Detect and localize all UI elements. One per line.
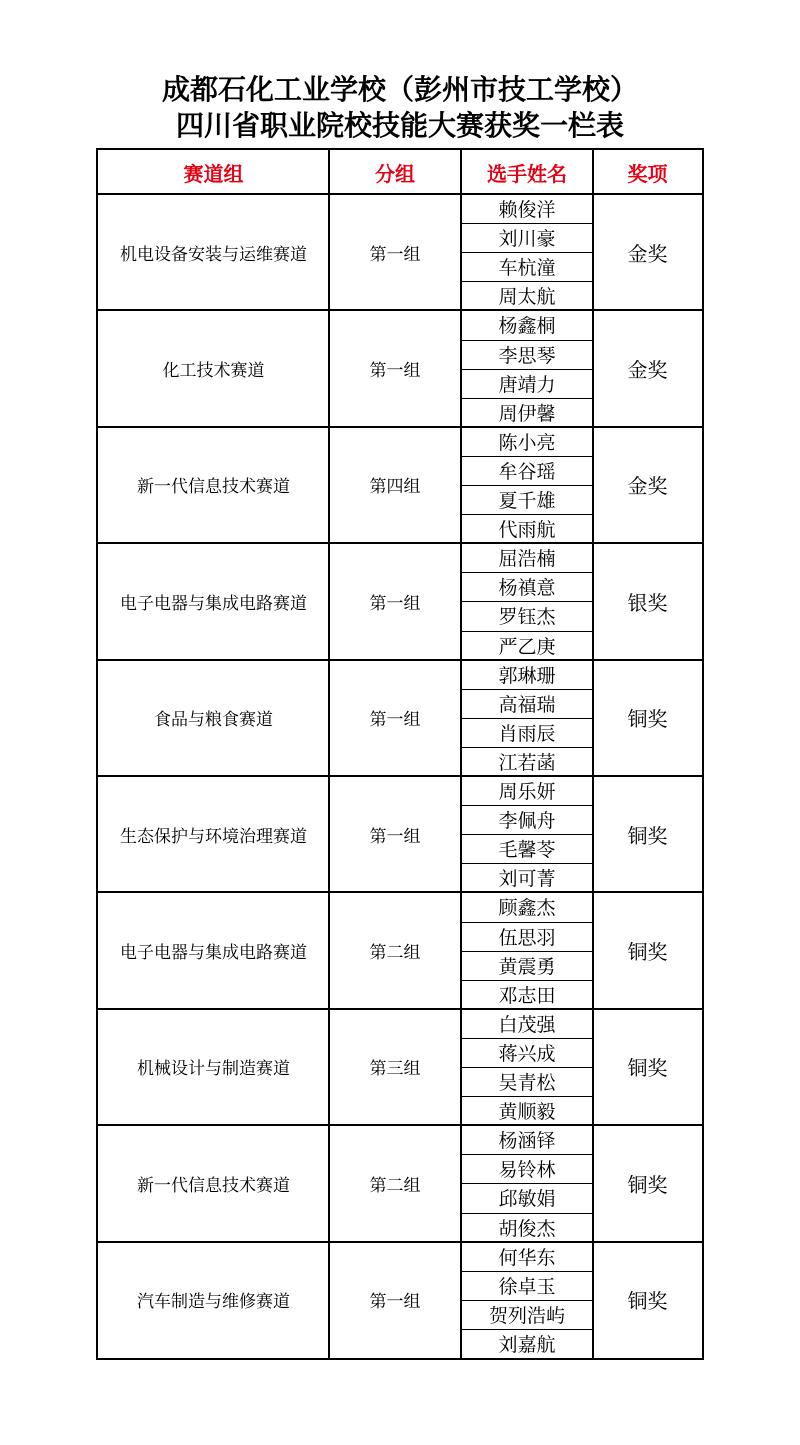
award-cell: 铜奖	[627, 940, 668, 965]
player-name-cell: 周太航	[498, 286, 556, 309]
award-cell: 铜奖	[627, 1289, 668, 1314]
name-divider	[461, 1329, 593, 1330]
name-divider	[461, 1183, 593, 1184]
award-cell: 银奖	[627, 590, 668, 615]
name-divider	[461, 485, 593, 486]
player-name-cell: 吴青松	[498, 1072, 556, 1095]
player-name-cell: 邱敏娟	[498, 1188, 556, 1211]
name-divider	[461, 223, 593, 224]
player-name-cell: 李思琴	[498, 344, 556, 367]
name-divider	[461, 514, 593, 515]
group-cell: 第一组	[369, 361, 421, 382]
group-cell: 第一组	[369, 593, 421, 614]
name-divider	[461, 369, 593, 370]
group-cell: 第四组	[369, 477, 421, 498]
player-name-cell: 邓志田	[498, 984, 556, 1007]
track-cell: 机电设备安装与运维赛道	[120, 244, 307, 265]
player-name-cell: 郭琳珊	[498, 664, 556, 687]
group-cell: 第二组	[369, 1175, 421, 1196]
header-track: 赛道组	[183, 161, 244, 186]
award-cell: 金奖	[627, 358, 668, 383]
player-name-cell: 高福瑞	[498, 693, 556, 716]
name-divider	[461, 1300, 593, 1301]
award-cell: 铜奖	[627, 823, 668, 848]
award-cell: 金奖	[627, 474, 668, 499]
award-cell: 铜奖	[627, 707, 668, 732]
name-divider	[461, 980, 593, 981]
track-cell: 电子电器与集成电路赛道	[120, 593, 307, 614]
name-divider	[461, 631, 593, 632]
name-divider	[461, 1154, 593, 1155]
player-name-cell: 江若菡	[498, 751, 556, 774]
column-divider	[460, 150, 462, 1358]
award-cell: 金奖	[627, 241, 668, 266]
player-name-cell: 胡俊杰	[498, 1217, 556, 1240]
player-name-cell: 刘可菁	[498, 868, 556, 891]
player-name-cell: 夏千雄	[498, 490, 556, 513]
name-divider	[461, 689, 593, 690]
name-divider	[461, 747, 593, 748]
player-name-cell: 赖俊洋	[498, 199, 556, 222]
name-divider	[461, 951, 593, 952]
name-divider	[461, 1213, 593, 1214]
header-names: 选手姓名	[487, 161, 567, 186]
name-divider	[461, 863, 593, 864]
player-name-cell: 代雨航	[498, 519, 556, 542]
track-cell: 电子电器与集成电路赛道	[120, 943, 307, 964]
group-cell: 第一组	[369, 826, 421, 847]
player-name-cell: 易铃林	[498, 1159, 556, 1182]
track-cell: 新一代信息技术赛道	[137, 477, 290, 498]
track-cell: 食品与粮食赛道	[154, 710, 273, 731]
name-divider	[461, 1067, 593, 1068]
awards-table	[96, 148, 704, 1360]
player-name-cell: 周伊馨	[498, 402, 556, 425]
header-group: 分组	[375, 161, 415, 186]
player-name-cell: 白茂强	[498, 1013, 556, 1036]
player-name-cell: 牟谷瑶	[498, 460, 556, 483]
page-subtitle: 四川省职业院校技能大赛获奖一栏表	[175, 109, 624, 142]
header-award: 奖项	[627, 161, 668, 186]
name-divider	[461, 572, 593, 573]
column-divider	[592, 150, 594, 1358]
player-name-cell: 车杭潼	[498, 257, 556, 280]
name-divider	[461, 1096, 593, 1097]
award-cell: 铜奖	[627, 1172, 668, 1197]
column-divider	[328, 150, 330, 1358]
group-cell: 第一组	[369, 244, 421, 265]
group-cell: 第三组	[369, 1059, 421, 1080]
player-name-cell: 黄顺毅	[498, 1101, 556, 1124]
name-divider	[461, 340, 593, 341]
group-cell: 第一组	[369, 710, 421, 731]
name-divider	[461, 718, 593, 719]
player-name-cell: 李佩舟	[498, 810, 556, 833]
player-name-cell: 杨涵铎	[498, 1130, 556, 1153]
name-divider	[461, 1271, 593, 1272]
name-divider	[461, 1038, 593, 1039]
track-cell: 汽车制造与维修赛道	[137, 1292, 290, 1313]
player-name-cell: 罗钰杰	[498, 606, 556, 629]
player-name-cell: 伍思羽	[498, 926, 556, 949]
player-name-cell: 毛馨苓	[498, 839, 556, 862]
player-name-cell: 周乐妍	[498, 781, 556, 804]
track-cell: 生态保护与环境治理赛道	[120, 826, 307, 847]
name-divider	[461, 805, 593, 806]
player-name-cell: 蒋兴成	[498, 1042, 556, 1065]
player-name-cell: 刘嘉航	[498, 1333, 556, 1356]
player-name-cell: 黄震勇	[498, 955, 556, 978]
player-name-cell: 严乙庚	[498, 635, 556, 658]
player-name-cell: 刘川豪	[498, 228, 556, 251]
name-divider	[461, 281, 593, 282]
group-cell: 第一组	[369, 1292, 421, 1313]
name-divider	[461, 834, 593, 835]
player-name-cell: 贺列浩屿	[488, 1304, 565, 1327]
player-name-cell: 顾鑫杰	[498, 897, 556, 920]
group-cell: 第二组	[369, 943, 421, 964]
name-divider	[461, 398, 593, 399]
player-name-cell: 徐卓玉	[498, 1275, 556, 1298]
player-name-cell: 唐靖力	[498, 373, 556, 396]
name-divider	[461, 922, 593, 923]
award-cell: 铜奖	[627, 1056, 668, 1081]
name-divider	[461, 456, 593, 457]
page-title: 成都石化工业学校（彭州市技工学校）	[161, 73, 638, 106]
player-name-cell: 杨禛意	[498, 577, 556, 600]
player-name-cell: 何华东	[498, 1246, 556, 1269]
track-cell: 机械设计与制造赛道	[137, 1059, 290, 1080]
player-name-cell: 陈小亮	[498, 431, 556, 454]
name-divider	[461, 601, 593, 602]
player-name-cell: 肖雨辰	[498, 722, 556, 745]
player-name-cell: 屈浩楠	[498, 548, 556, 571]
track-cell: 新一代信息技术赛道	[137, 1175, 290, 1196]
track-cell: 化工技术赛道	[162, 361, 265, 382]
player-name-cell: 杨鑫桐	[498, 315, 556, 338]
name-divider	[461, 252, 593, 253]
